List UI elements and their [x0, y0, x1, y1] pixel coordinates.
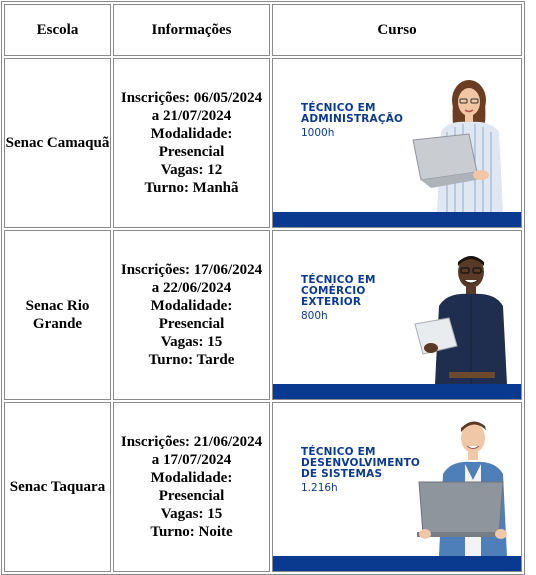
shift: Turno: Noite: [150, 524, 233, 540]
header-row: [4, 4, 522, 56]
course-title: TÉCNICO EM COMÉRCIO EXTERIOR: [301, 274, 376, 308]
woman-with-laptop-photo: [391, 72, 521, 212]
courses-table: [1, 1, 525, 575]
school-name: Senac Rio Grande: [4, 230, 111, 400]
vacancies: Vagas: 15: [160, 506, 223, 522]
table-row: [4, 58, 522, 228]
header-info: Informações: [113, 4, 270, 56]
header-school: Escola: [4, 4, 111, 56]
course-title: TÉCNICO EM ADMINISTRAÇÃO: [301, 102, 404, 125]
course-banner-cell: [272, 58, 522, 228]
enrollment-end: a 21/07/2024: [151, 108, 232, 124]
enrollment-start: Inscrições: 21/06/2024: [120, 434, 263, 450]
modality-value: Presencial: [158, 316, 225, 332]
header-course: Curso: [272, 4, 522, 56]
course-hours: 800h: [301, 310, 328, 322]
enrollment-end: a 22/06/2024: [151, 280, 232, 296]
vacancies: Vagas: 12: [160, 162, 223, 178]
course-banner-cell: [272, 230, 522, 400]
course-banner: [273, 59, 521, 227]
brand-bar: [273, 212, 521, 227]
brand-bar: [273, 556, 521, 571]
enrollment-end: a 17/07/2024: [151, 452, 232, 468]
course-info: [113, 58, 270, 228]
man-with-tablet-photo: [391, 244, 521, 384]
modality-value: Presencial: [158, 144, 225, 160]
modality-label: Modalidade:: [150, 298, 233, 314]
modality-label: Modalidade:: [150, 470, 233, 486]
brand-bar: [273, 384, 521, 399]
man-with-laptop-photo: [391, 416, 521, 556]
shift: Turno: Tarde: [148, 352, 235, 368]
modality-value: Presencial: [158, 488, 225, 504]
table-row: [4, 230, 522, 400]
modality-label: Modalidade:: [150, 126, 233, 142]
course-info: [113, 230, 270, 400]
course-banner: [273, 231, 521, 399]
course-title: TÉCNICO EM DESENVOLVIMENTO DE SISTEMAS: [301, 446, 421, 480]
course-info: [113, 402, 270, 572]
course-banner-cell: [272, 402, 522, 572]
course-banner: [273, 403, 521, 571]
table-row: [4, 402, 522, 572]
course-hours: 1.216h: [301, 482, 338, 494]
vacancies: Vagas: 15: [160, 334, 223, 350]
school-name: Senac Taquara: [4, 402, 111, 572]
course-hours: 1000h: [301, 127, 335, 139]
shift: Turno: Manhã: [144, 180, 239, 196]
school-name: Senac Camaquã: [4, 58, 111, 228]
enrollment-start: Inscrições: 17/06/2024: [120, 262, 263, 278]
enrollment-start: Inscrições: 06/05/2024: [120, 90, 263, 106]
